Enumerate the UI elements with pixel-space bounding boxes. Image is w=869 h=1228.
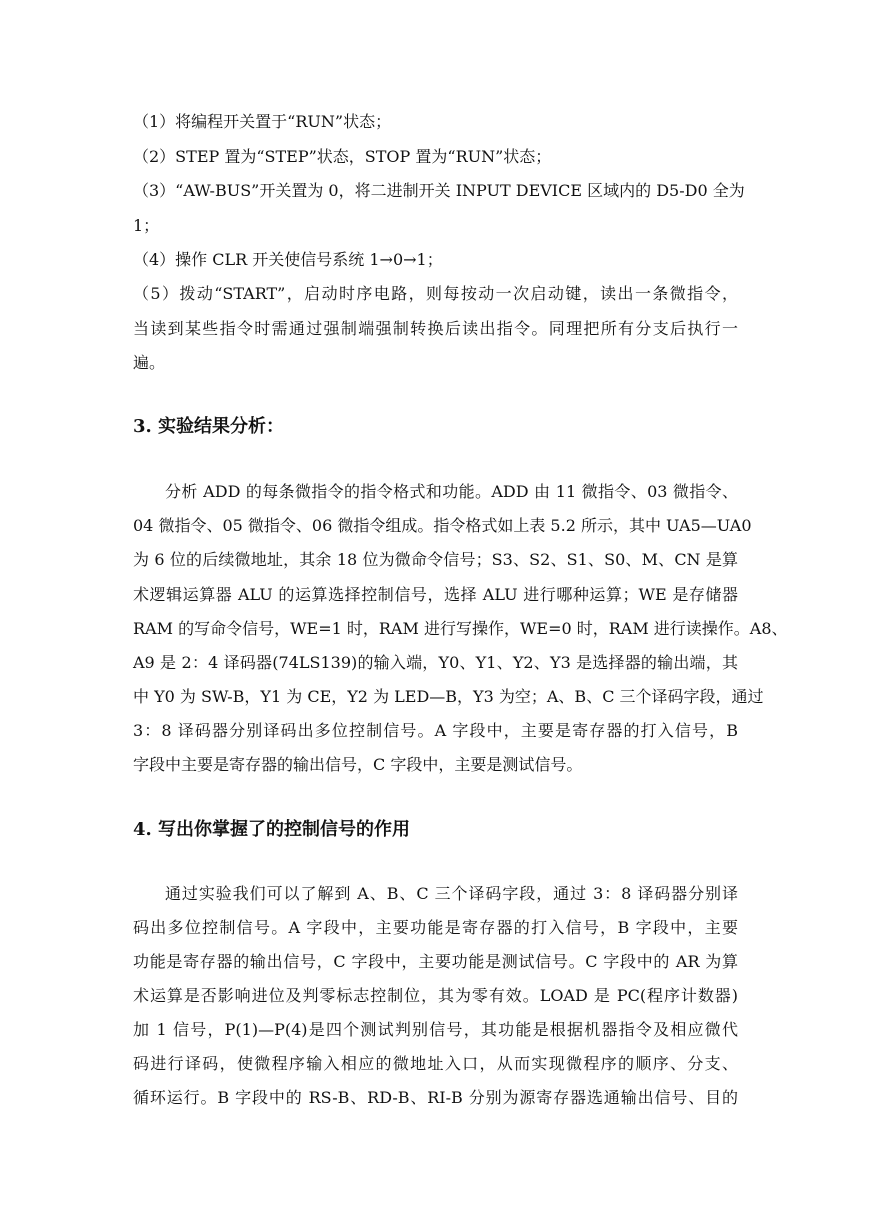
- step-3-continued: 1；: [133, 216, 160, 235]
- step-5-line-3: 遍。: [133, 353, 166, 372]
- section-3-paragraph-line: 字段中主要是寄存器的输出信号，C 字段中，主要是测试信号。: [133, 755, 583, 774]
- section-4-paragraph-line: 术运算是否影响进位及判零标志控制位，其为零有效。LOAD 是 PC(程序计数器): [133, 986, 738, 1005]
- section-4-paragraph-line: 通过实验我们可以了解到 A、B、C 三个译码字段，通过 3：8 译码器分别译: [165, 884, 738, 903]
- section-3-paragraph-line: RAM 的写命令信号，WE=1 时，RAM 进行写操作，WE=0 时，RAM 进行读操作。A8、: [133, 619, 788, 638]
- step-1: （1）将编程开关置于“RUN”状态；: [133, 112, 392, 131]
- section-3-paragraph-line: 04 微指令、05 微指令、06 微指令组成。指令格式如上表 5.2 所示，其中 UA5—UA0: [133, 516, 752, 535]
- section-3-paragraph-line: 术逻辑运算器 ALU 的运算选择控制信号，选择 ALU 进行哪种运算；WE 是存储器: [133, 585, 738, 604]
- section-4-paragraph-line: 功能是寄存器的输出信号，C 字段中，主要功能是测试信号。C 字段中的 AR 为算: [133, 952, 738, 971]
- section-4-paragraph-line: 码出多位控制信号。A 字段中，主要功能是寄存器的打入信号，B 字段中，主要: [133, 918, 738, 937]
- step-4: （4）操作 CLR 开关使信号系统 1→0→1；: [133, 250, 443, 269]
- section-3-paragraph-line: A9 是 2：4 译码器(74LS139)的输入端，Y0、Y1、Y2、Y3 是选择器的输出端，其: [133, 653, 738, 672]
- step-5-line-2: 当读到某些指令时需通过强制端强制转换后读出指令。同理把所有分支后执行一: [133, 319, 738, 338]
- section-4-title: 4. 写出你掌握了的控制信号的作用: [133, 819, 411, 840]
- section-3-title: 3. 实验结果分析：: [133, 416, 285, 437]
- section-3-paragraph-line: 3：8 译码器分别译码出多位控制信号。A 字段中，主要是寄存器的打入信号，B: [133, 721, 738, 740]
- step-2: （2）STEP 置为“STEP”状态，STOP 置为“RUN”状态；: [133, 147, 552, 166]
- section-4-paragraph-line: 循环运行。B 字段中的 RS-B、RD-B、RI-B 分别为源寄存器选通输出信号、目的: [133, 1088, 738, 1107]
- section-4-paragraph-line: 码进行译码，使微程序输入相应的微地址入口，从而实现微程序的顺序、分支、: [133, 1054, 738, 1073]
- section-3-paragraph-line: 分析 ADD 的每条微指令的指令格式和功能。ADD 由 11 微指令、03 微指令、: [165, 482, 738, 501]
- section-3-paragraph-line: 中 Y0 为 SW-B，Y1 为 CE，Y2 为 LED—B，Y3 为空；A、B、C 三个译码字段，通过: [133, 687, 764, 706]
- step-5: （5）拨动“START”，启动时序电路，则每按动一次启动键，读出一条微指令，: [133, 284, 738, 303]
- step-3: （3）“AW-BUS”开关置为 0，将二进制开关 INPUT DEVICE 区域内的 D5-D0 全为: [133, 181, 745, 200]
- section-4-paragraph-line: 加 1 信号，P(1)—P(4)是四个测试判别信号，其功能是根据机器指令及相应微代: [133, 1020, 738, 1039]
- section-3-paragraph-line: 为 6 位的后续微地址，其余 18 位为微命令信号；S3、S2、S1、S0、M、CN 是算: [133, 550, 738, 569]
